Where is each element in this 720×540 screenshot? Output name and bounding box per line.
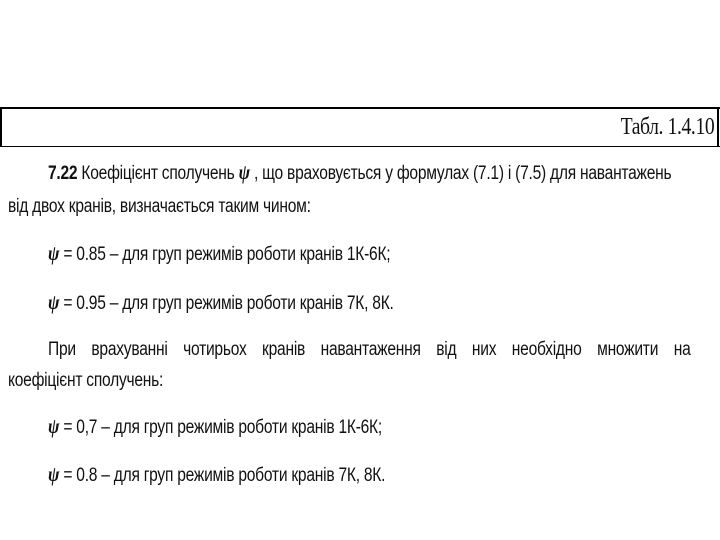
- psi-symbol: ψ: [48, 290, 60, 314]
- table-right-border: [717, 107, 719, 147]
- paragraph-line-2: коефіцієнт сполучень:: [8, 370, 164, 391]
- clause-text-b: , що враховується у формулах (7.1) і (7.5) для навантажень: [253, 163, 672, 184]
- clause-line-1: [48, 160, 671, 185]
- table-top-border: [0, 107, 720, 109]
- coefficient-item: [48, 290, 394, 315]
- coefficient-text: = 0.8 – для груп режимів роботи кранів 7К, 8К.: [59, 465, 386, 486]
- table-bottom-border: [0, 146, 720, 147]
- coefficient-item: [48, 414, 382, 439]
- coefficient-text: = 0.95 – для груп режимів роботи кранів 7К, 8К.: [59, 293, 394, 314]
- clause-text-a: Коефіцієнт сполучень: [81, 163, 239, 184]
- psi-symbol: ψ: [48, 462, 60, 486]
- coefficient-item: [48, 462, 385, 487]
- table-left-border: [0, 107, 2, 147]
- coefficient-text: = 0,7 – для груп режимів роботи кранів 1К-6К;: [59, 417, 382, 438]
- coefficient-text: = 0.85 – для груп режимів роботи кранів 1К-6К;: [59, 244, 391, 265]
- paragraph-line-1: При врахуванні чотирьох кранів навантаження від них необхідно множити на: [48, 339, 691, 360]
- psi-symbol: ψ: [48, 414, 60, 438]
- psi-symbol: ψ: [238, 160, 250, 184]
- psi-symbol: ψ: [48, 241, 60, 265]
- table-reference: Табл. 1.4.10: [620, 114, 714, 140]
- coefficient-item: [48, 241, 390, 266]
- clause-number: 7.22: [48, 163, 78, 184]
- clause-line-2: від двох кранів, визначається таким чином:: [8, 196, 311, 217]
